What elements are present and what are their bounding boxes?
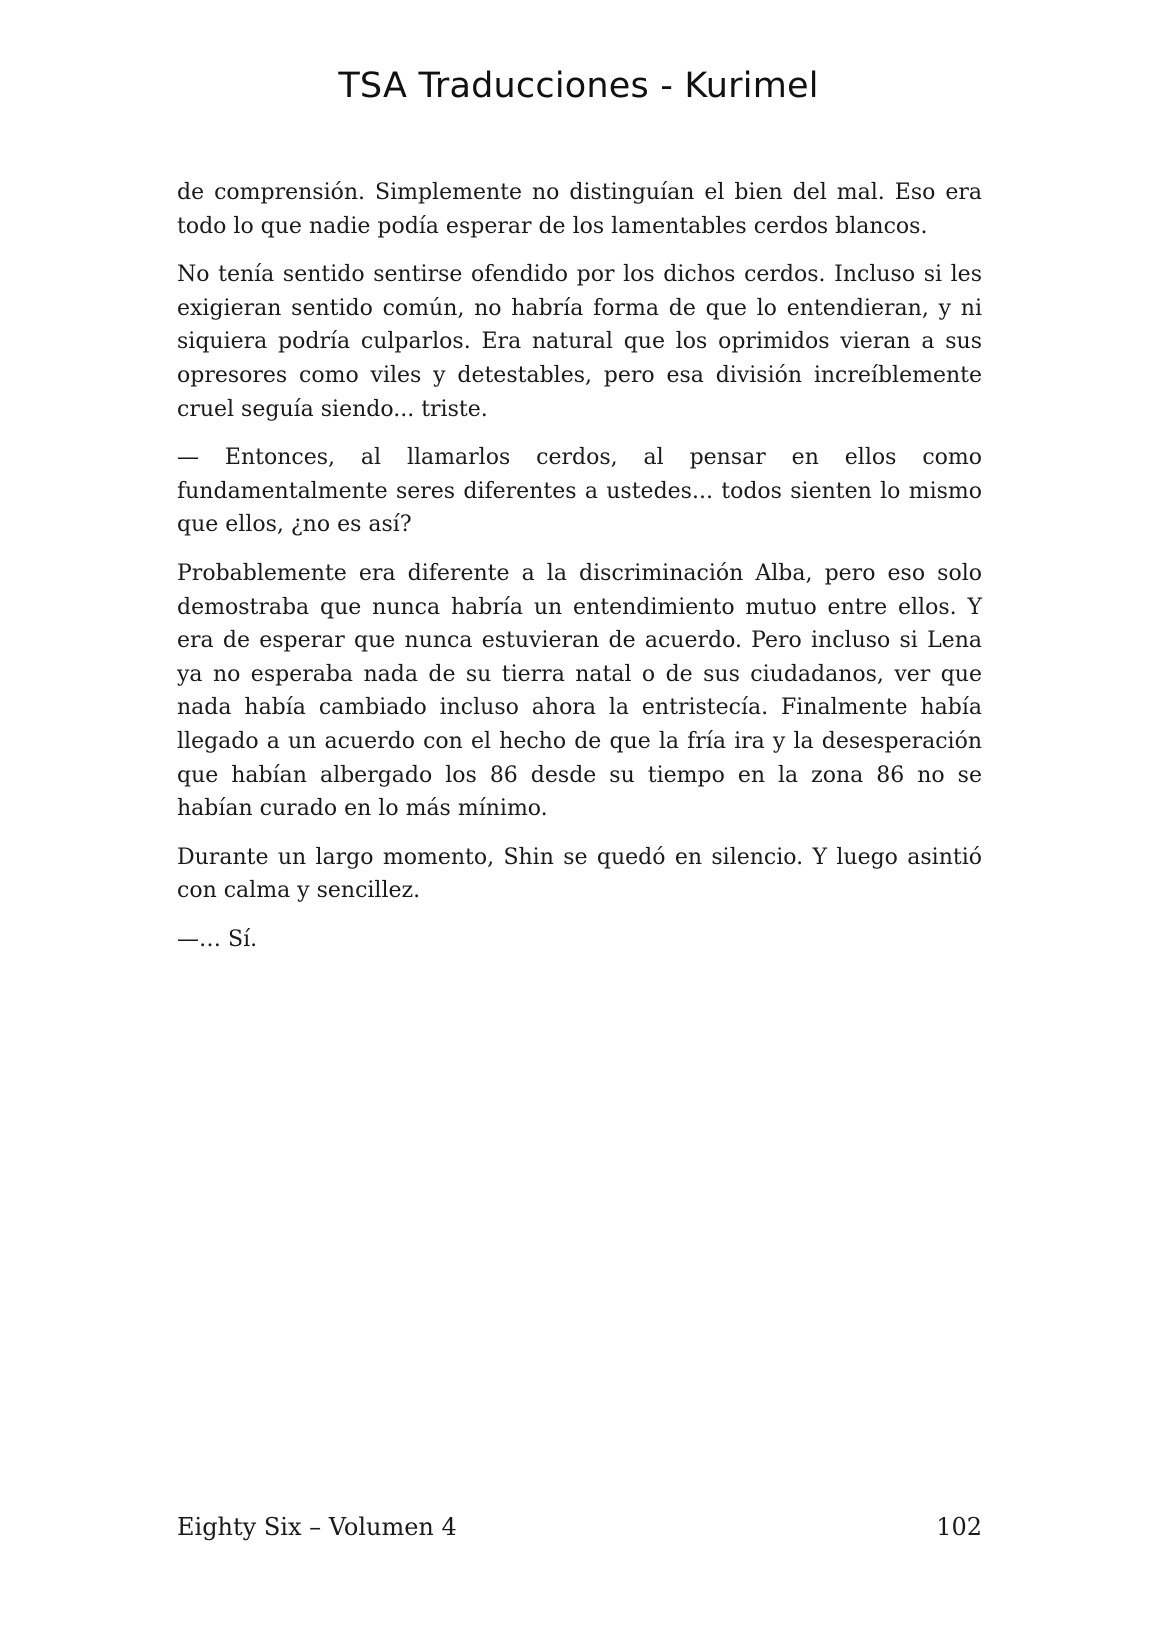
page-number: 102: [936, 1513, 982, 1541]
footer-book-title: Eighty Six – Volumen 4: [177, 1513, 457, 1541]
page-footer: [177, 1513, 982, 1541]
paragraph: — Entonces, al llamarlos cerdos, al pensar en ellos como fundamentalmente seres diferentes a ustedes... todos sienten lo mismo que ellos, ¿no es así?: [177, 445, 982, 538]
paragraph: Durante un largo momento, Shin se quedó en silencio. Y luego asintió con calma y sencillez.: [177, 844, 982, 904]
paragraph: Probablemente era diferente a la discriminación Alba, pero eso solo demostraba que nunca habría un entendimiento mutuo entre ellos. Y era de esperar que nunca estuvieran de acuerdo. Pero incluso si Lena ya no esperaba nada de su tierra natal o de sus ciudadanos, ver que nada había cambiado incluso ahora la entristecía. Finalmente había llegado a un acuerdo con el hecho de que la fría ira y la desesperación que habían albergado los 86 desde su tiempo en la zona 86 no se habían curado en lo más mínimo.: [177, 560, 982, 822]
page-header: TSA Traducciones - Kurimel: [338, 66, 819, 106]
paragraph: de comprensión. Simplemente no distinguían el bien del mal. Eso era todo lo que nadie podía esperar de los lamentables cerdos blancos.: [177, 180, 982, 239]
body-text: [177, 176, 982, 971]
paragraph: No tenía sentido sentirse ofendido por los dichos cerdos. Incluso si les exigieran sentido común, no habría forma de que lo entendieran, y ni siquiera podría culparlos. Era natural que los oprimidos vieran a sus opresores como viles y detestables, pero esa división increíblemente cruel seguía siendo... triste.: [177, 262, 982, 422]
paragraph: —… Sí.: [177, 926, 258, 952]
